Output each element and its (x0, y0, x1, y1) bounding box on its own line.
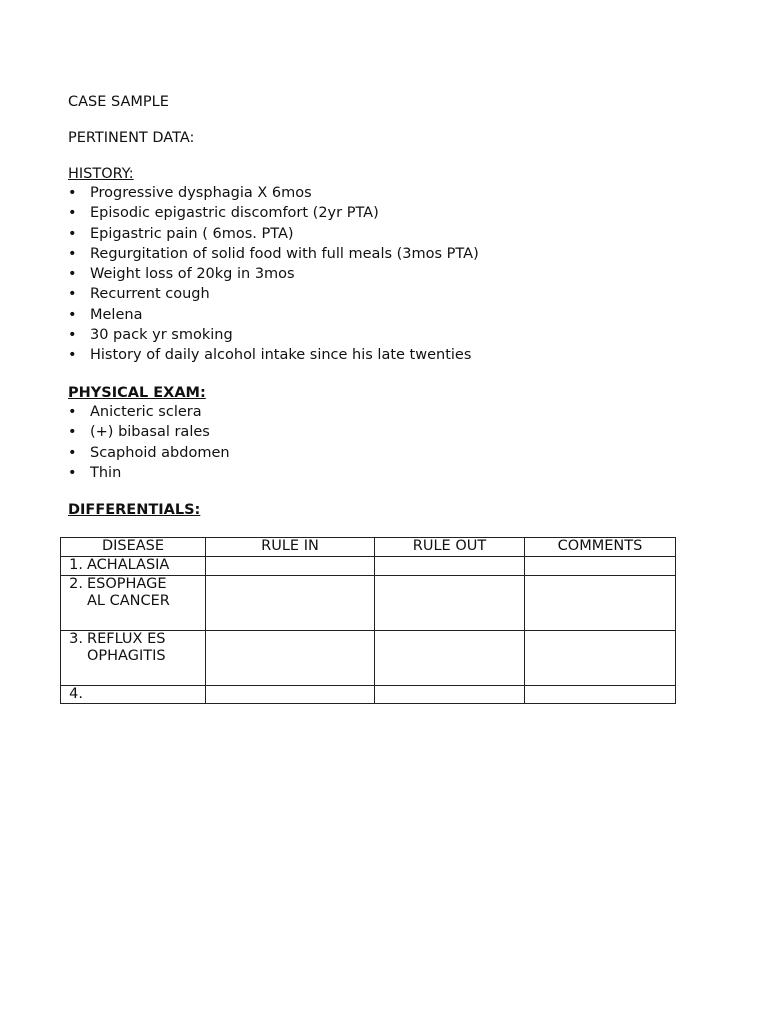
physical-exam-item: • (+) bibasal rales (68, 422, 230, 442)
history-item: • History of daily alcohol intake since his late twenties (68, 345, 479, 365)
disease-cell (61, 557, 206, 576)
physical-exam-list (68, 402, 230, 483)
rule-in-cell[interactable] (206, 685, 375, 704)
history-item: • Melena (68, 305, 479, 325)
table-row (61, 630, 676, 685)
history-item: • Recurrent cough (68, 284, 479, 304)
disease-name: ACHALASIA (87, 557, 170, 573)
row-number: 1. (69, 557, 83, 573)
history-item: • Progressive dysphagia X 6mos (68, 183, 479, 203)
column-header-comments: COMMENTS (525, 538, 676, 557)
rule-out-cell[interactable] (375, 557, 525, 576)
rule-in-cell[interactable] (206, 575, 375, 630)
table-row (61, 557, 676, 576)
comments-cell[interactable] (525, 557, 676, 576)
physical-exam-item: • Thin (68, 463, 230, 483)
pertinent-data-heading: PERTINENT DATA: (68, 130, 195, 146)
history-item: • Weight loss of 20kg in 3mos (68, 264, 479, 284)
history-item: • 30 pack yr smoking (68, 325, 479, 345)
disease-cell (61, 630, 206, 685)
history-item: • Epigastric pain ( 6mos. PTA) (68, 224, 479, 244)
history-item: • Regurgitation of solid food with full meals (3mos PTA) (68, 244, 479, 264)
comments-cell[interactable] (525, 575, 676, 630)
comments-cell[interactable] (525, 685, 676, 704)
differentials-table (60, 537, 676, 704)
rule-in-cell[interactable] (206, 557, 375, 576)
physical-exam-item: • Scaphoid abdomen (68, 443, 230, 463)
history-list (68, 183, 479, 366)
comments-cell[interactable] (525, 630, 676, 685)
row-number: 2. (69, 575, 83, 592)
row-number: 4. (69, 685, 83, 702)
table-row (61, 685, 676, 704)
column-header-disease: DISEASE (61, 538, 206, 557)
history-heading: HISTORY: (68, 166, 134, 182)
column-header-rule-in: RULE IN (206, 538, 375, 557)
rule-in-cell[interactable] (206, 630, 375, 685)
physical-exam-heading: PHYSICAL EXAM: (68, 385, 206, 401)
differentials-heading: DIFFERENTIALS: (68, 502, 201, 518)
disease-cell (61, 685, 206, 704)
document-title: CASE SAMPLE (68, 94, 169, 110)
column-header-rule-out: RULE OUT (375, 538, 525, 557)
physical-exam-item: • Anicteric sclera (68, 402, 230, 422)
rule-out-cell[interactable] (375, 575, 525, 630)
disease-name: REFLUX ESOPHAGITIS (87, 630, 166, 664)
disease-name: ESOPHAGEAL CANCER (87, 575, 170, 609)
disease-cell (61, 575, 206, 630)
rule-out-cell[interactable] (375, 685, 525, 704)
history-item: • Episodic epigastric discomfort (2yr PTA) (68, 203, 479, 223)
table-row (61, 575, 676, 630)
row-number: 3. (69, 630, 83, 647)
rule-out-cell[interactable] (375, 630, 525, 685)
table-header-row (61, 538, 676, 557)
